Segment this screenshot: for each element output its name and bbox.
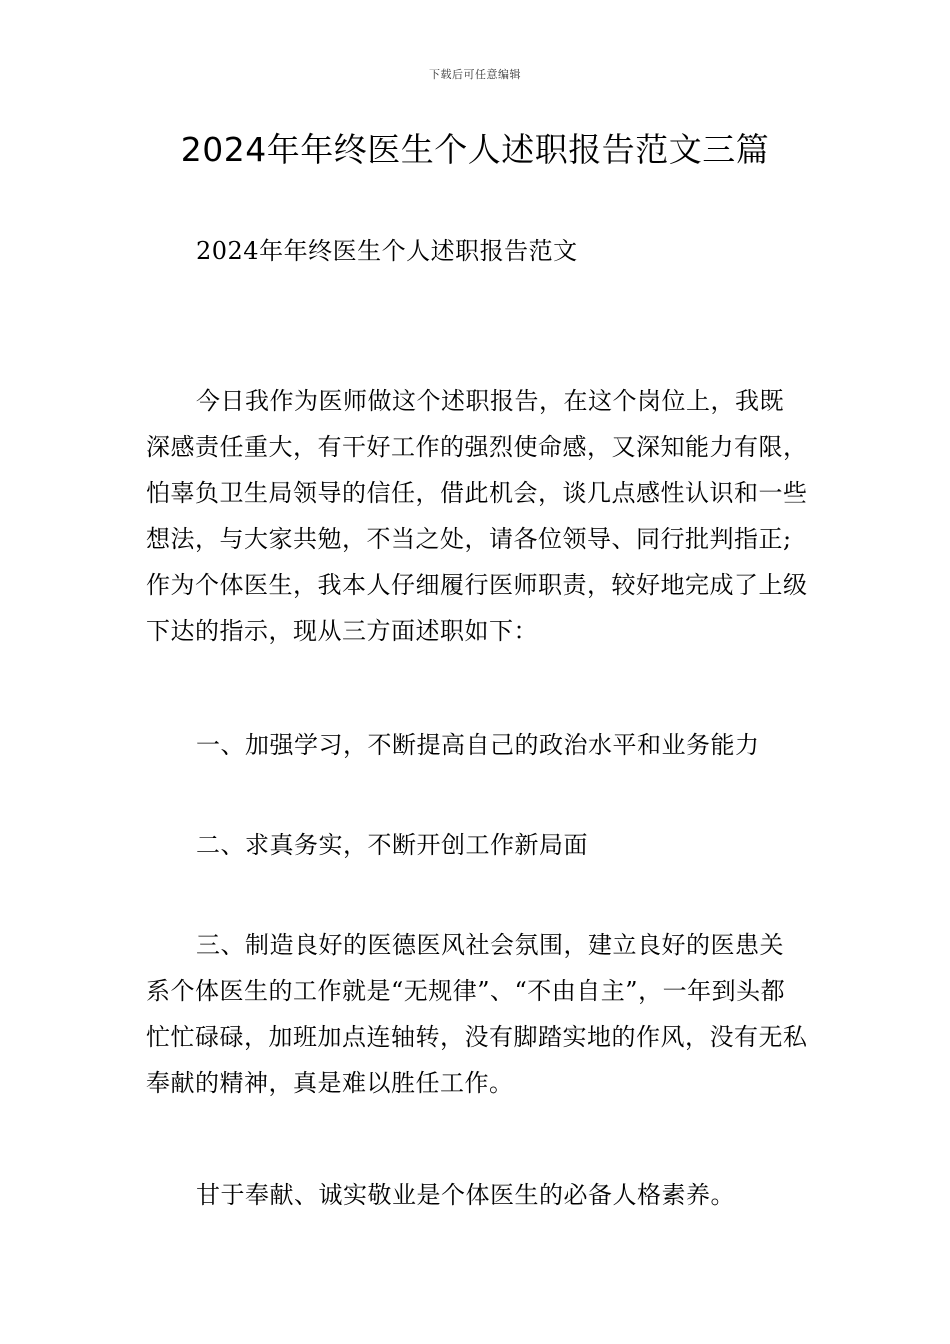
document-subtitle: 2024年年终医生个人述职报告范文 [196,237,578,265]
document-title: 2024年年终医生个人述职报告范文三篇 [180,130,770,169]
paragraph-dedication: 甘于奉献、诚实敬业是个体医生的必备人格素养。 [196,1181,735,1209]
paragraph-intro: 今日我作为医师做这个述职报告，在这个岗位上，我既深感责任重大，有干好工作的强烈使命感，又深知能力有限，怕辜负卫生局领导的信任，借此机会，谈几点感性认识和一些想法，与大家共勉，不当之处，请各位领导、同行批判指正;作为个体医生，我本人仔细履行医师职责，较好地完成了上级下达的指示，现从三方面述职如下： [146,387,808,645]
section-heading-3-paragraph: 三、制造良好的医德医风社会氛围，建立良好的医患关系个体医生的工作就是“无规律”、“不由自主”，一年到头都忙忙碌碌，加班加点连轴转，没有脚踏实地的作风，没有无私奉献的精神，真是难以胜任工作。 [146,931,808,1097]
section-heading-1: 一、加强学习，不断提高自己的政治水平和业务能力 [196,731,760,759]
header-note: 下载后可任意编辑 [429,68,521,81]
section-heading-2: 二、求真务实，不断开创工作新局面 [196,831,588,859]
